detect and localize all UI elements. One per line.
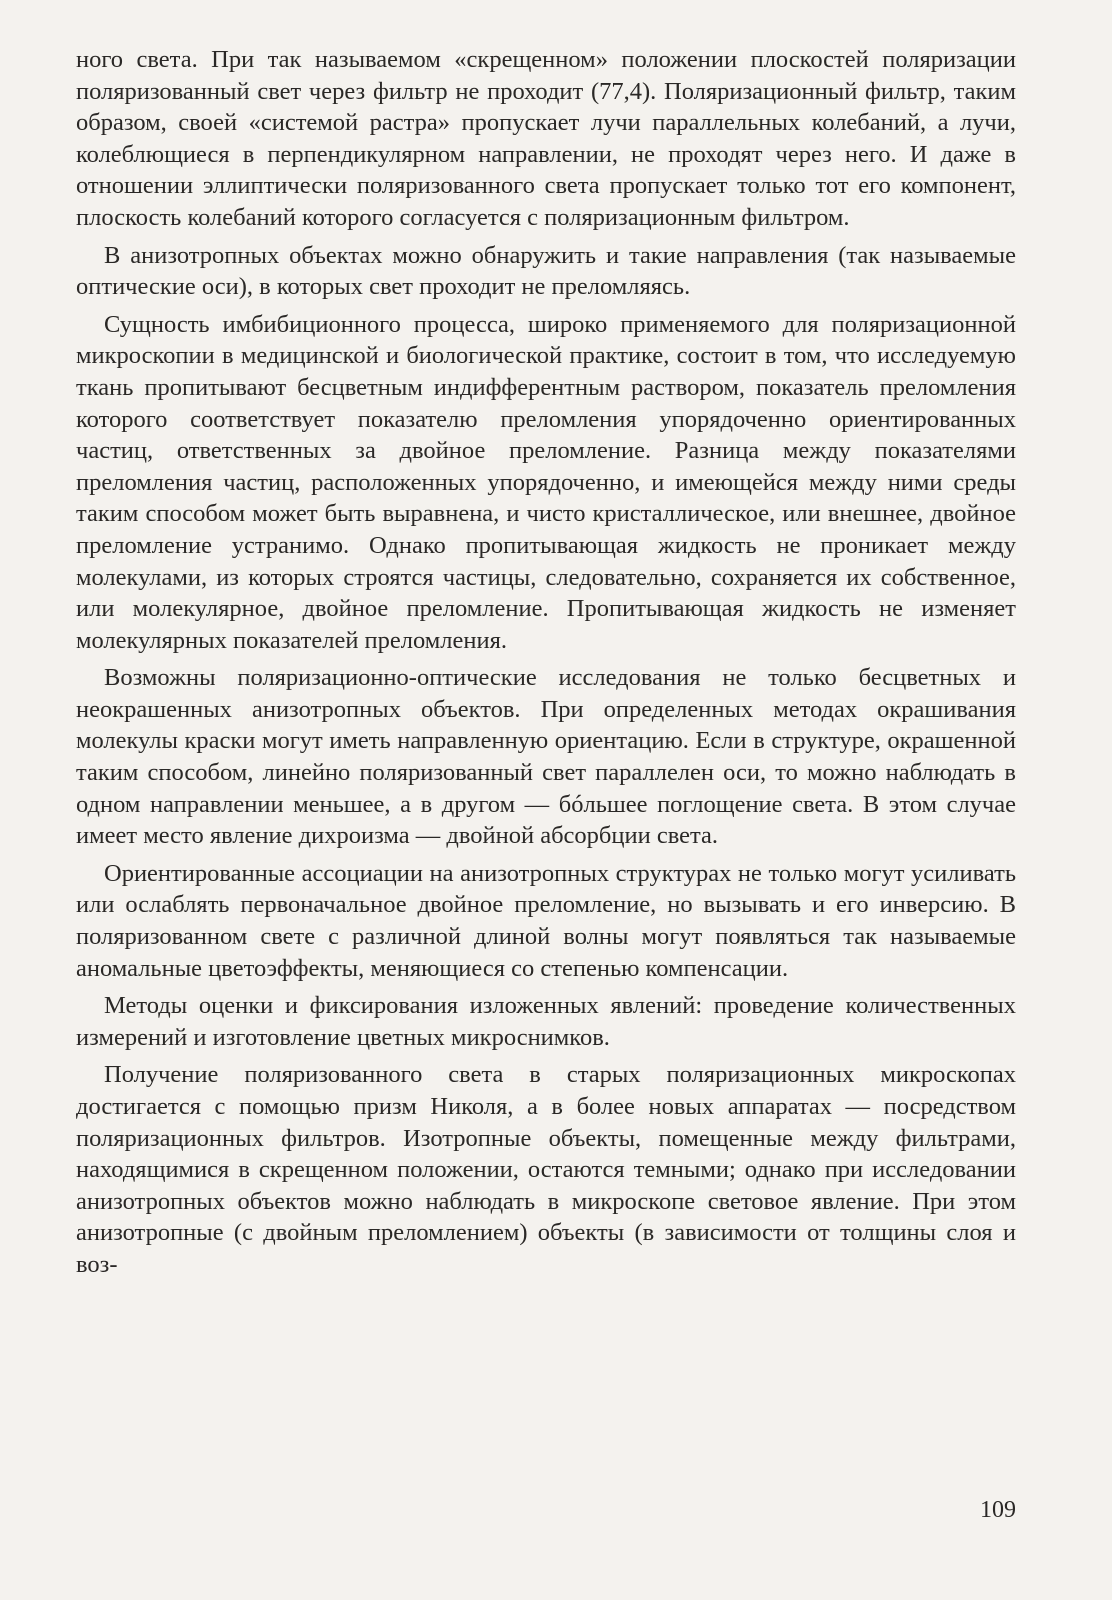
- paragraph-2: В анизотропных объектах можно обнаружить и такие направления (так называемые оптические оси), в которых свет проходит не преломляясь.: [76, 241, 1016, 301]
- paragraph-6: Методы оценки и фиксирования изложенных явлений: проведение количественных измерений и изготовление цветных микроснимков.: [76, 992, 1016, 1051]
- paragraph-1: ного света. При так называемом «скрещенном» положении плоскостей поляризации поляризованный свет через фильтр не проходит (77,4). Поляризационный фильтр, таким образом, своей «системой растра» пропускает лучи параллельных колебаний, а лучи, колеблющиеся в перпендикулярном направлении, не проходят через него. И даже в отношении эллиптически поляризованного света пропускает только тот его компонент, плоскость колебаний которого согласуется с поляризационным фильтром.: [76, 46, 1016, 231]
- paragraph-7: Получение поляризованного света в старых поляризационных микроскопах достигается с помощью призм Николя, а в более новых аппаратах — посредством поляризационных фильтров. Изотропные объекты, помещенные между фильтрами, находящимися в скрещенном положении, остаются темными; однако при исследовании анизотропных объектов можно наблюдать в микроскопе световое явление. При этом анизотропные (с двойным преломлением) объекты (в зависимости от толщины слоя и воз-: [76, 1061, 1016, 1278]
- paragraph-3: Сущность имбибиционного процесса, широко применяемого для поляризационной микроскопии в медицинской и биологической практике, состоит в том, что исследуемую ткань пропитывают бесцветным индифферентным раствором, показатель преломления которого соответствует показателю преломления упорядоченно ориентированных частиц, ответственных за двойное преломление. Разница между показателями преломления частиц, расположенных упорядоченно, и имеющейся между ними среды таким способом может быть выравнена, и чисто кристаллическое, или внешнее, двойное преломление устранимо. Однако пропитывающая жидкость не проникает между молекулами, из которых строятся частицы, следовательно, сохраняется их собственное, или молекулярное, двойное преломление. Пропитывающая жидкость не изменяет молекулярных показателей преломления.: [76, 310, 1016, 654]
- paragraph-5: Ориентированные ассоциации на анизотропных структурах не только могут усиливать или ослаблять первоначальное двойное преломление, но вызывать и его инверсию. В поляризованном свете с различной длиной волны могут появляться так называемые аномальные цветоэффекты, меняющиеся со степенью компенсации.: [76, 859, 1016, 982]
- paragraph-4: Возможны поляризационно-оптические исследования не только бесцветных и неокрашенных анизотропных объектов. При определенных методах окрашивания молекулы краски могут иметь направленную ориентацию. Если в структуре, окрашенной таким способом, линейно поляризованный свет параллелен оси, то можно наблюдать в одном направлении меньшее, а в другом — бóльшее поглощение света. В этом случае имеет место явление дихроизма — двойной абсорбции света.: [76, 664, 1016, 850]
- page-text: [76, 44, 1016, 1287]
- page-number: 109: [980, 1497, 1016, 1523]
